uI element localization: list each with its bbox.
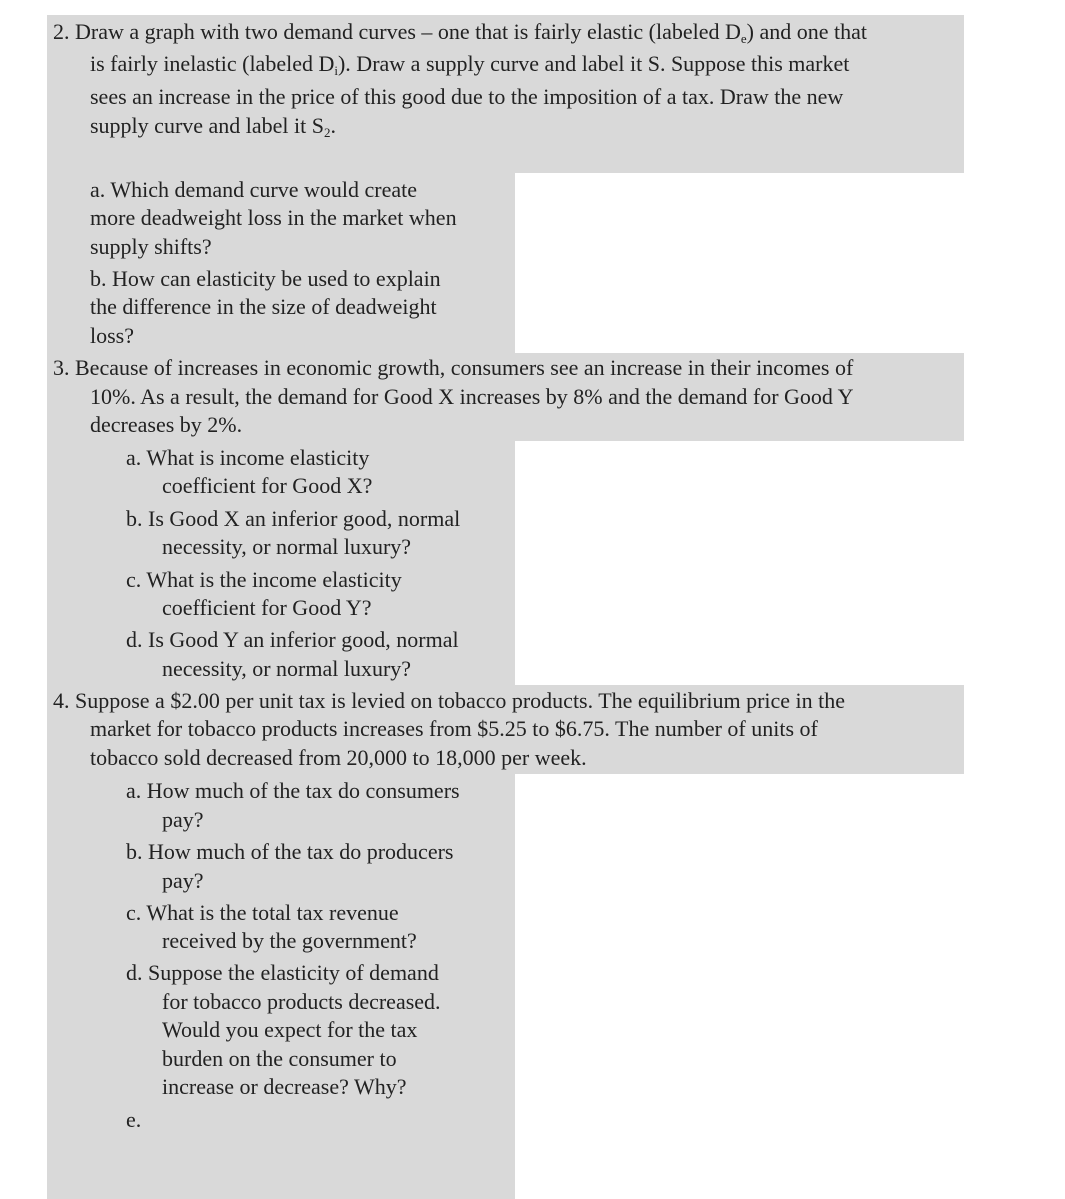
subscript-e: e [740,31,747,46]
q3a-line-2: coefficient for Good X? [162,473,373,498]
q3-line-3: decreases by 2%. [90,412,243,437]
q4d-line-2: for tobacco products decreased. [162,989,441,1014]
q4-line-3: tobacco sold decreased from 20,000 to 18,000 per week. [90,745,587,770]
q4c-line-2: received by the government? [162,928,417,953]
subscript-i: i [334,63,338,78]
q2-line-1: 2. Draw a graph with two demand curves – one that is fairly elastic (labeled $D_e$) and one that [53,19,868,46]
q4d-line-5: increase or decrease? Why? [162,1074,407,1099]
subscript-2: 2 [324,125,331,140]
q3c-line-1: c. What is the income elasticity [126,567,402,592]
q3c-line-2: coefficient for Good Y? [162,595,372,620]
q2-line-2: is fairly inelastic (labeled $D_i$). Draw a supply curve and label it S. Suppose this market [90,51,850,78]
q4a-line-1: a. How much of the tax do consumers [126,778,460,803]
q4b-line-2: pay? [162,868,204,893]
q3b-line-2: necessity, or normal luxury? [162,534,412,559]
q4d-line-3: Would you expect for the tax [162,1017,418,1042]
q2a-line-3: supply shifts? [90,234,212,259]
q4-line-2: market for tobacco products increases from $5.25 to $6.75. The number of units of [90,716,818,741]
q4b-line-1: b. How much of the tax do producers [126,839,454,864]
q3a-line-1: a. What is income elasticity [126,445,370,470]
q4a-line-2: pay? [162,807,204,832]
q4d-line-1: d. Suppose the elasticity of demand [126,960,439,985]
q2b-line-1: b. How can elasticity be used to explain [90,266,441,291]
q3d-line-1: d. Is Good Y an inferior good, normal [126,627,459,652]
q3b-line-1: b. Is Good X an inferior good, normal [126,506,461,531]
q2b-line-3: loss? [90,323,134,348]
q3-line-2: 10%. As a result, the demand for Good X increases by 8% and the demand for Good Y [90,384,854,409]
q4e-label: e. [126,1107,142,1132]
q4c-line-1: c. What is the total tax revenue [126,900,399,925]
q4-line-1: 4. Suppose a $2.00 per unit tax is levied on tobacco products. The equilibrium price in the [53,688,846,713]
q2-line-4: supply curve and label it $S_2$. [90,113,337,140]
q2a-line-1: a. Which demand curve would create [90,177,418,202]
q2b-line-2: the difference in the size of deadweight [90,294,437,319]
q2a-line-2: more deadweight loss in the market when [90,205,457,230]
q4d-line-4: burden on the consumer to [162,1046,397,1071]
q2-line-3: sees an increase in the price of this good due to the imposition of a tax. Draw the new [90,84,844,109]
q3-line-1: 3. Because of increases in economic growth, consumers see an increase in their incomes of [53,355,854,380]
q3d-line-2: necessity, or normal luxury? [162,656,412,681]
